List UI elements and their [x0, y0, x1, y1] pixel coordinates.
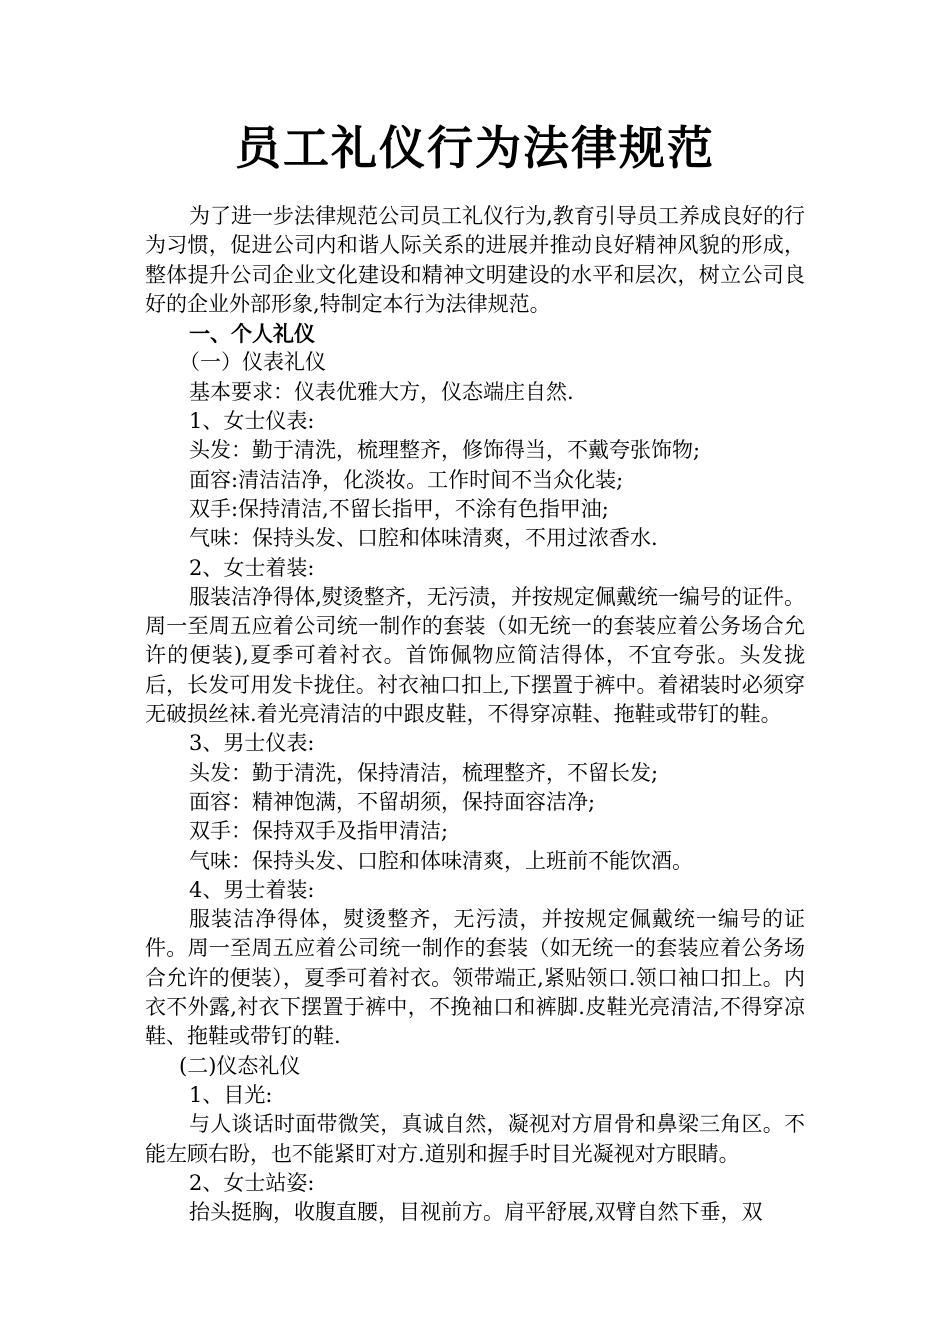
item-heading-men-dress: 4、男士着装:	[189, 877, 315, 902]
paragraph-women-scent: 气味：保持头发、口腔和体味清爽，不用过浓香水.	[189, 526, 658, 551]
section-heading-personal-etiquette: 一、个人礼仪	[189, 321, 315, 347]
paragraph-women-hair: 头发：勤于清洗，梳理整齐，修饰得当，不戴夸张饰物;	[189, 438, 701, 463]
paragraph-men-dress: 服装洁净得体，熨烫整齐，无污渍，并按规定佩戴统一编号的证件。周一至周五应着公司统一制作的套装（如无统一的套装应着公务场合允许的便装），夏季可着衬衣。领带端正,紧贴领口.领口袖口扣上。内衣不外露,衬衣下摆置于裤中，不挽袖口和裤脚.皮鞋光亮清洁,不得穿凉鞋、拖鞋或带钉的鞋.	[145, 907, 805, 1049]
document-title: 员工礼仪行为法律规范	[235, 121, 715, 175]
subsection-heading-appearance: （一）仪表礼仪	[179, 350, 326, 375]
item-heading-women-standing: 2、女士站姿:	[189, 1170, 315, 1195]
intro-paragraph: 为了进一步法律规范公司员工礼仪行为,教育引导员工养成良好的行为习惯，促进公司内和谐人际关系的进展并推动良好精神风貌的形成，整体提升公司企业文化建设和精神文明建设的水平和层次，树立公司良好的企业外部形象,特制定本行为法律规范。	[145, 204, 805, 316]
item-heading-gaze: 1、目光:	[189, 1082, 273, 1107]
paragraph-basic-requirement: 基本要求：仪表优雅大方，仪态端庄自然.	[189, 379, 574, 404]
item-heading-women-appearance: 1、女士仪表:	[189, 409, 315, 434]
item-heading-men-appearance: 3、男士仪表:	[189, 731, 315, 756]
paragraph-women-dress: 服装洁净得体,熨烫整齐，无污渍，并按规定佩戴统一编号的证件。周一至周五应着公司统一制作的套装（如无统一的套装应着公务场合允许的便装),夏季可着衬衣。首饰佩物应简洁得体，不宜夸张。头发拢后，长发可用发卡拢住。衬衣袖口扣上,下摆置于裤中。着裙装时必须穿无破损丝袜.着光亮清洁的中跟皮鞋，不得穿凉鞋、拖鞋或带钉的鞋。	[145, 584, 805, 727]
document-body	[145, 202, 805, 1227]
paragraph-gaze: 与人谈话时面带微笑，真诚自然，凝视对方眉骨和鼻梁三角区。不能左顾右盼，也不能紧盯对方.道别和握手时目光凝视对方眼睛。	[145, 1112, 805, 1166]
paragraph-women-face: 面容:清洁洁净，化淡妆。工作时间不当众化装;	[189, 467, 624, 492]
subsection-heading-posture: (二)仪态礼仪	[179, 1053, 301, 1078]
item-heading-women-dress: 2、女士着装:	[189, 555, 315, 580]
paragraph-men-face: 面容：精神饱满，不留胡须，保持面容洁净;	[189, 789, 596, 814]
paragraph-men-hands: 双手：保持双手及指甲清洁;	[189, 819, 449, 844]
paragraph-women-hands: 双手:保持清洁,不留长指甲，不涂有色指甲油;	[189, 496, 609, 521]
paragraph-men-hair: 头发：勤于清洗，保持清洁，梳理整齐，不留长发;	[189, 760, 659, 785]
paragraph-women-standing: 抬头挺胸，收腹直腰，目视前方。肩平舒展,双臂自然下垂，双	[189, 1200, 763, 1225]
paragraph-men-scent: 气味：保持头发、口腔和体味清爽，上班前不能饮酒。	[189, 848, 693, 873]
